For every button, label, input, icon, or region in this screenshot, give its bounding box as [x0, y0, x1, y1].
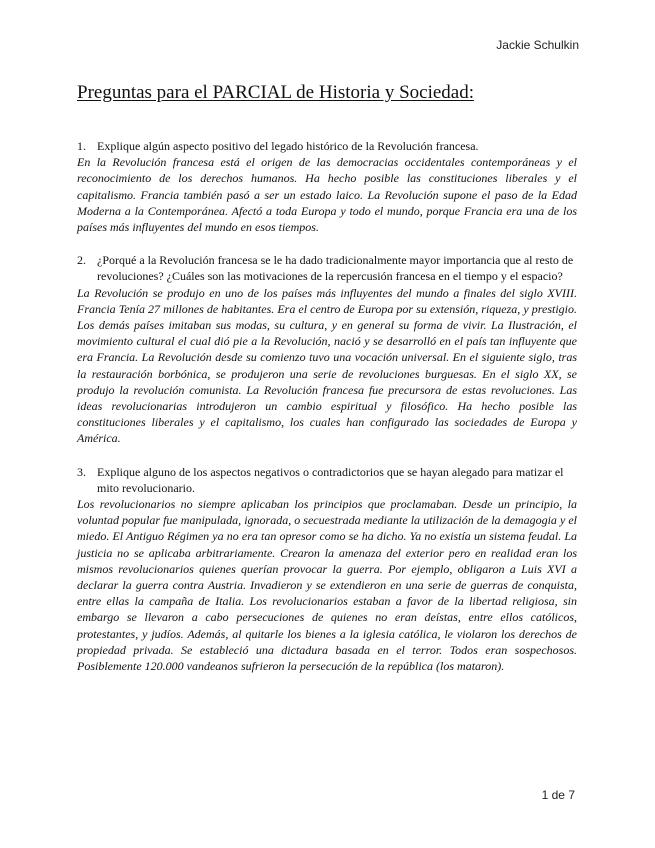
question-section-3 — [77, 464, 577, 675]
question-number: 1. — [77, 139, 86, 153]
question-1 — [77, 138, 577, 154]
question-3 — [77, 464, 577, 496]
answer-3: Los revolucionarios no siempre aplicaban los principios que proclamaban. Desde un principio, la voluntad popular fue manipulada, ignorada, o secuestrada mediante la utilización de la demagogia y el miedo. El Antiguo Régimen ya no era tan opresor como se ha dicho. Ya no existía un sistema feudal. La justicia no se aplicaba arbitrariamente. Crearon la amenaza del exterior pero en realidad eran los mismos revolucionarios quienes querían provocar la guerra. Por ejemplo, obligaron a Luis XVI a declarar la guerra contra Austria. Invadieron y se extendieron en una serie de guerras de conquista, entre ellas la campaña de Italia. Los revolucionarios estaban a favor de la libertad religiosa, sin embargo se llevaron a cabo persecuciones de quienes no eran deístas, entre ellos católicos, protestantes, y judíos. Además, al quitarle los bienes a la iglesia católica, le violaron los derechos de propiedad privada. Se estableció una dictadura basada en el terror. Todos eran sospechosos. Posiblemente 120.000 vandeanos sufrieron la persecución de la república (los mataron). — [77, 497, 577, 674]
document-body — [77, 138, 577, 691]
question-number: 2. — [77, 253, 86, 268]
document-title: Preguntas para el PARCIAL de Historia y Sociedad: — [77, 82, 474, 103]
question-number: 3. — [77, 464, 86, 479]
question-section-1 — [77, 138, 577, 235]
answer-2: La Revolución se produjo en uno de los países más influyentes del mundo a finales del siglo XVIII. Francia Tenía 27 millones de habitantes. Era el centro de Europa por su extensión, riqueza, y prestigio. Los demás países imitaban sus modas, su cultura, y en general su forma de vivir. La Ilustración, el movimiento cultural el cual dió pie a la Revolución, nació y se desarrolló en el país tan influyente que era Francia. La Revolución desde su comienzo tuvo una vocación universal. En el siguiente siglo, tras la restauración borbónica, se produjeron una serie de revoluciones burguesas. En el siglo XX, se produjo la revolución comunista. La Revolución francesa fue precursora de estas revoluciones. Las ideas revolucionarias introdujeron un cambio espiritual y filosófico. Ha hecho posible las constituciones liberales y el capitalismo, los cuales han configurado las sociedades de Europa y América. — [77, 285, 577, 446]
header-author-name: Jackie Schulkin — [496, 38, 579, 52]
question-section-2 — [77, 252, 577, 446]
question-text: Explique alguno de los aspectos negativos o contradictorios que se hayan alegado para matizar el mito revolucionario. — [97, 464, 564, 495]
answer-1: En la Revolución francesa está el origen de las democracias occidentales contemporáneas y el reconocimiento de los derechos humanos. Ha hecho posible las constituciones liberales y el capitalismo. Francia también pasó a ser un estado laico. La Revolución supone el paso de la Edad Moderna a la Contemporánea. Afectó a toda Europa y todo el mundo, porque Francia era una de los países más influyentes del mundo en esos tiempos. — [77, 155, 577, 235]
question-2 — [77, 252, 577, 284]
page-number: 1 de 7 — [541, 788, 575, 802]
question-text: Explique algún aspecto positivo del legado histórico de la Revolución francesa. — [97, 139, 479, 153]
question-text: ¿Porqué a la Revolución francesa se le ha dado tradicionalmente mayor importancia que al resto de revoluciones? ¿Cuáles son las motivaciones de la repercusión francesa en el tiempo y el espacio? — [97, 253, 574, 284]
